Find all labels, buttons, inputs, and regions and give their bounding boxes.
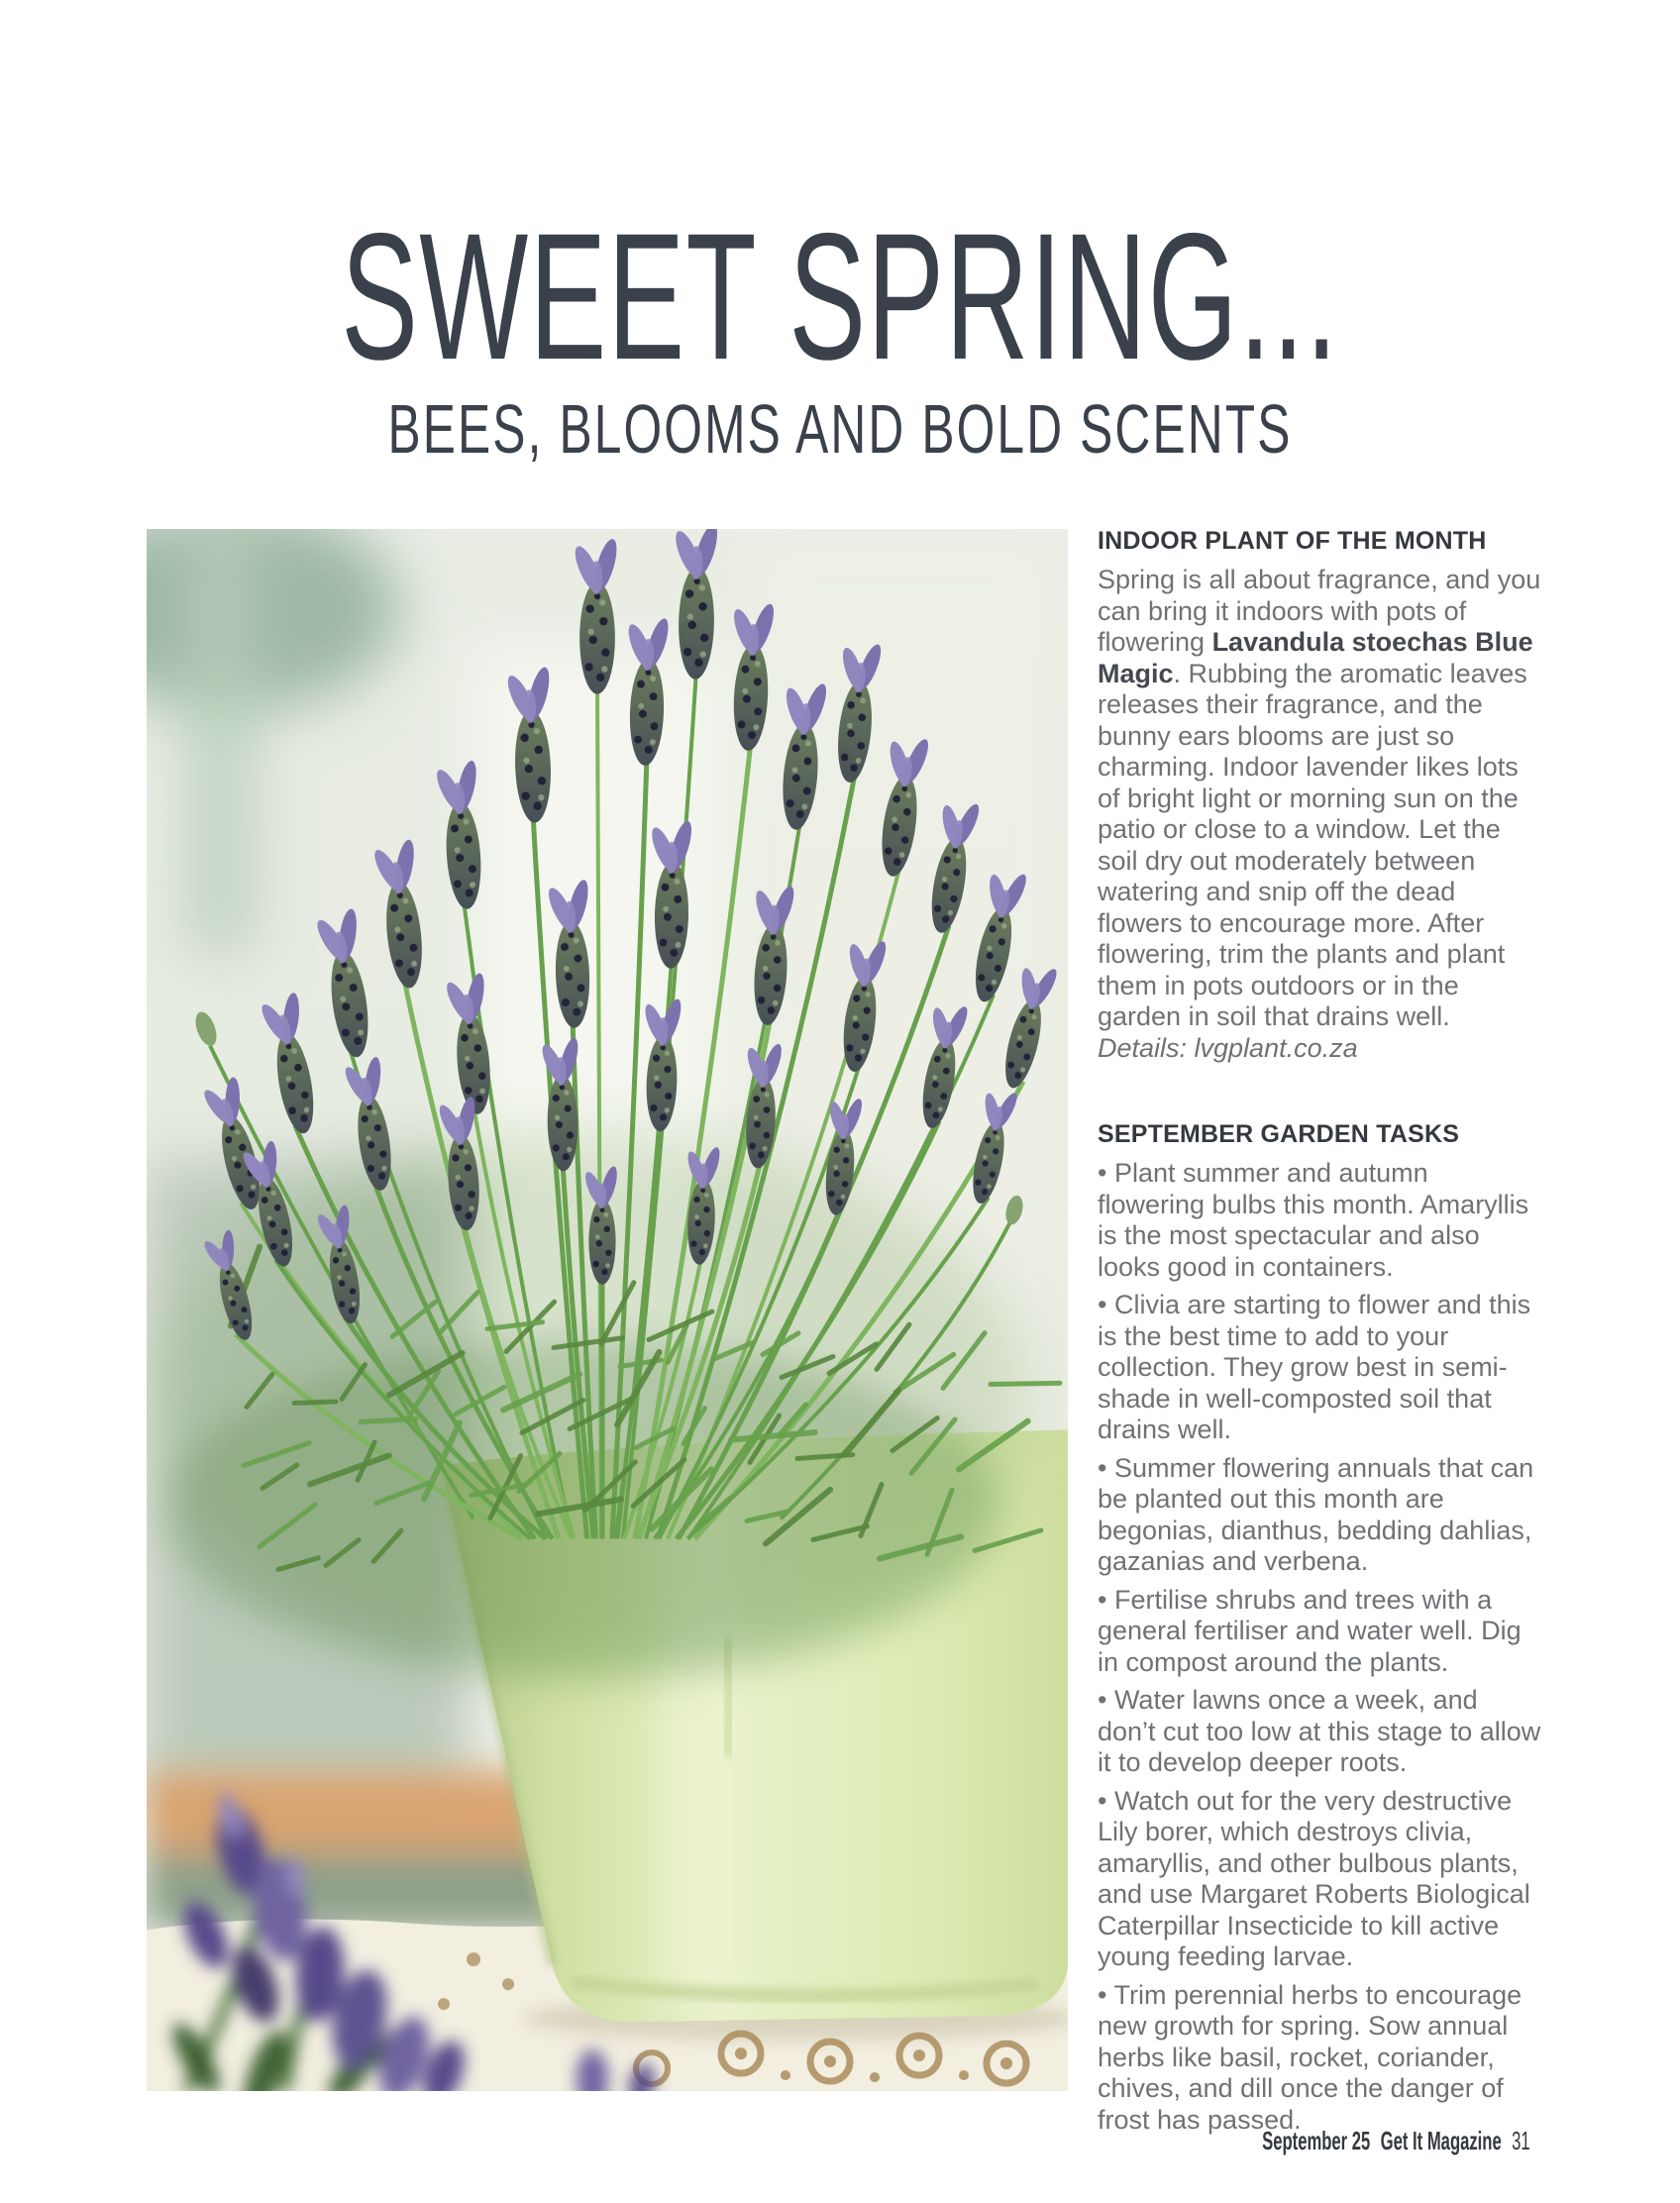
page-subtitle xyxy=(0,390,1680,468)
page-subtitle-text: BEES, BLOOMS AND BOLD SCENTS xyxy=(387,390,1293,468)
paragraph-segment: . Rubbing the aromatic leaves releases their fragrance, and the bunny ears blooms are just so charming. Indoor lavender likes lots of bright light or morning sun on the patio or close to a window. Let the soil dry out moderately between watering and snip off the dead flowers to encourage more. After flowering, trim the plants and plant them in pots outdoors or in the garden in soil that drains well. xyxy=(1098,658,1527,1031)
lavender-photo-illustration xyxy=(147,529,1068,2091)
lavender-photo xyxy=(147,529,1068,2091)
garden-task-item: • Trim perennial herbs to encourage new growth for spring. Sow annual herbs like basil, rocket, coriander, chives, and dill once the danger of frost has passed. xyxy=(1098,1979,1522,2135)
indoor-plant-paragraph xyxy=(1098,565,1541,1064)
section-heading-garden-tasks: SEPTEMBER GARDEN TASKS xyxy=(1098,1120,1460,1148)
page-folio xyxy=(1263,2126,1530,2155)
garden-task-item: • Water lawns once a week, and don’t cut too low at this stage to allow it to develop deeper roots. xyxy=(1098,1685,1541,1777)
garden-task-item: • Plant summer and autumn flowering bulbs this month. Amaryllis is the most spectacular and also looks good in containers. xyxy=(1098,1158,1529,1282)
paragraph-segment: Spring is all about fragrance, and you can bring it indoors with pots of flowering xyxy=(1098,565,1541,657)
garden-task-item: • Summer flowering annuals that can be planted out this month are begonias, dianthus, bedding dahlias, gazanias and verbena. xyxy=(1098,1452,1534,1576)
garden-task-item: • Clivia are starting to flower and this is the best time to add to your collection. They grow best in semi-shade in well-composted soil that drains well. xyxy=(1098,1290,1531,1444)
page-number: 31 xyxy=(1512,2126,1530,2155)
paragraph-segment: Details: lvgplant.co.za xyxy=(1098,1032,1358,1063)
article-column xyxy=(1098,526,1541,2143)
indoor-plant-section xyxy=(1098,526,1541,1064)
page-title-text: SWEET SPRING... xyxy=(341,195,1339,397)
garden-task-item: • Fertilise shrubs and trees with a general fertiliser and water well. Dig in compost around the plants. xyxy=(1098,1584,1522,1677)
garden-tasks-section xyxy=(1098,1119,1541,2136)
garden-task-item: • Watch out for the very destructive Lily borer, which destroys clivia, amaryllis, and other bulbous plants, and use Margaret Roberts Biological Caterpillar Insecticide to kill active young feeding larvae. xyxy=(1098,1785,1530,1971)
garden-tasks-list xyxy=(1098,1158,1541,2136)
magazine-name: Get It Magazine xyxy=(1381,2126,1503,2155)
paragraph-segment: Lavandula stoechas Blue Magic xyxy=(1098,627,1533,688)
section-heading-indoor-plant: INDOOR PLANT OF THE MONTH xyxy=(1098,527,1487,555)
page-title xyxy=(0,195,1680,397)
issue-date: September 25 xyxy=(1262,2126,1371,2155)
